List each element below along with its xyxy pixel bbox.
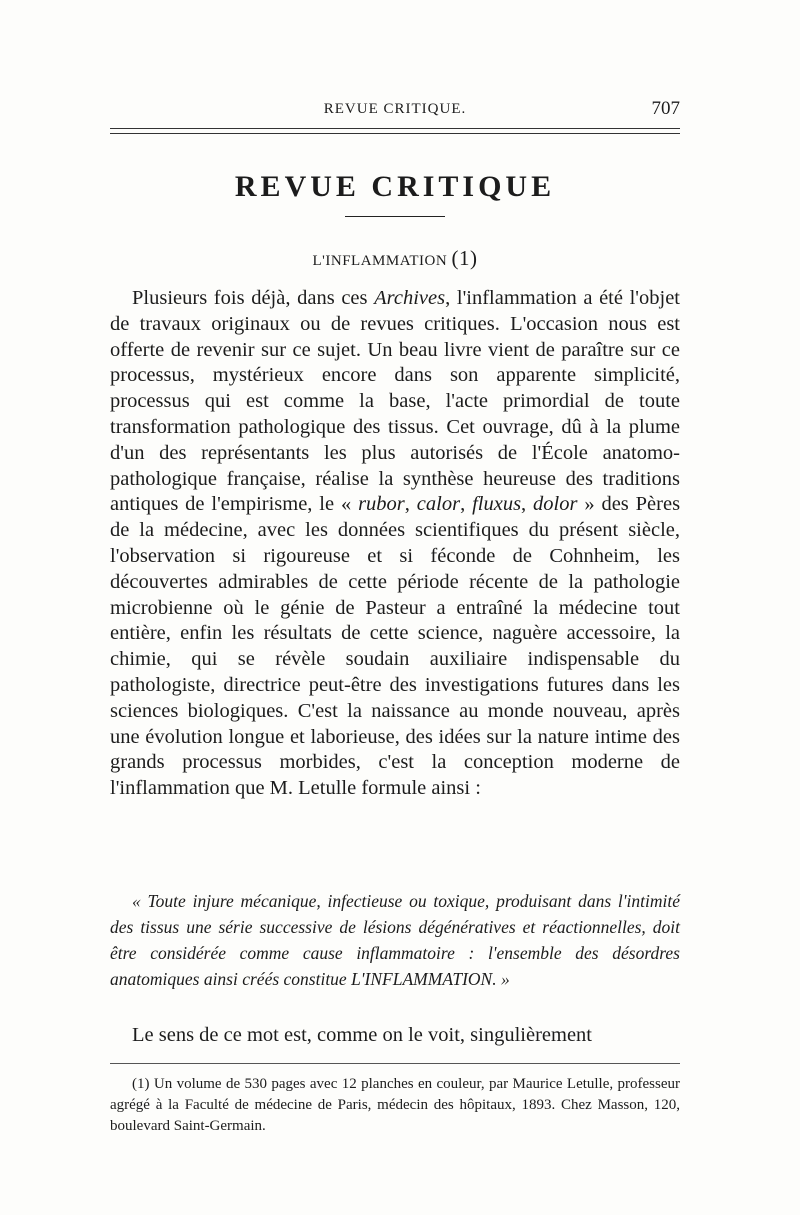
title-divider (345, 216, 445, 217)
fluxus-italic: fluxus (472, 493, 522, 516)
section-title-text: L'INFLAMMATION (312, 253, 448, 269)
document-page (110, 0, 680, 1215)
body-text-1: Plusieurs fois déjà, dans ces (132, 287, 375, 309)
rubor-italic: rubor (358, 493, 405, 516)
header-rule-top (110, 128, 680, 129)
page-number: 707 (651, 98, 680, 119)
body-text-3: » des Pères de la médecine, avec les données scientifiques du présent siècle, l'observation si rigoureuse et si féconde de Cohnheim, les découvertes admirables de cette période récente de la pathologie microbienne où le génie de Pasteur a entraîné la médecine tout entière, enfin les résultats de cette science, naguère accessoire, la chimie, qui se révèle soudain auxiliaire indispensable du pathologiste, directrice peut-être des investigations futures dans les sciences biologiques. C'est la naissance au monde nouveau, après une évolution longue et laborieuse, des idées sur la nature intime des grands processus morbides, c'est la conception moderne de l'inflammation que M. Letulle formule ainsi : (110, 493, 681, 800)
running-title: REVUE CRITIQUE. (323, 101, 467, 117)
calor-italic: calor (416, 493, 461, 516)
running-header (110, 98, 680, 122)
footnote-reference: (1) (451, 246, 478, 270)
body-text-2: , l'inflammation a été l'objet de travaux originaux ou de revues critiques. L'occasion nous est offerte de revenir sur ce sujet. Un beau livre vient de paraître sur ce processus, mystérieux encore dans son apparente simplicité, processus qui est comme la base, l'acte primordial de toute transformation pathologique des tissus. Cet ouvrage, dû à la plume d'un des représentants les plus autorisés de l'École anatomo-pathologique française, réalise la synthèse heureuse des traditions antiques de l'empirisme, le « (110, 287, 680, 516)
body-paragraph: Plusieurs fois déjà, dans ces Archives, l'inflammation a été l'objet de travaux originaux ou de revues critiques. L'occasion nous est offerte de revenir sur ce sujet. Un beau livre vient de paraître sur ce processus, mystérieux encore dans son apparente simplicité, processus qui est comme la base, l'acte primordial de toute transformation pathologique des tissus. Cet ouvrage, dû à la plume d'un des représentants les plus autorisés de l'École anatomo-pathologique française, réalise la synthèse heureuse des traditions antiques de l'empirisme, le « rubor, calor, fluxus, dolor » des Pères de la médecine, avec les données scientifiques du présent siècle, l'observation si rigoureuse et si féconde de Cohnheim, les découvertes admirables de cette période récente de la pathologie microbienne où le génie de Pasteur a entraîné la médecine tout entière, enfin les résultats de cette science, naguère accessoire, la chimie, qui se révèle soudain auxiliaire indispensable du pathologiste, directrice peut-être des investigations futures dans les sciences biologiques. C'est la naissance au monde nouveau, après une évolution longue et laborieuse, des idées sur la nature intime des grands processus morbides, c'est la conception moderne de l'inflammation que M. Letulle formule ainsi : (110, 287, 681, 800)
section-title (110, 246, 680, 271)
archives-italic: Archives (374, 287, 446, 309)
footnote: (1) Un volume de 530 pages avec 12 planches en couleur, par Maurice Letulle, professeur agrégé à la Faculté de médecine de Paris, médecin des hôpitaux, 1893. Chez Masson, 120, boulevard Saint-Germain. (110, 1076, 680, 1134)
footnote-rule (110, 1063, 680, 1064)
dolor-italic: dolor (533, 493, 578, 516)
closing-line: Le sens de ce mot est, comme on le voit, singulièrement (132, 1024, 592, 1046)
article-title: REVUE CRITIQUE (234, 170, 556, 203)
definition-quote: « Toute injure mécanique, infectieuse ou toxique, produisant dans l'intimité des tissus une série successive de lésions dégénératives et réactionnelles, doit être considérée comme cause inflammatoire : l'ensemble des désordres anatomiques ainsi créés constitue L'INFLAMMATION. » (110, 891, 680, 989)
header-rule-bottom (110, 133, 680, 134)
article-body (110, 286, 680, 802)
